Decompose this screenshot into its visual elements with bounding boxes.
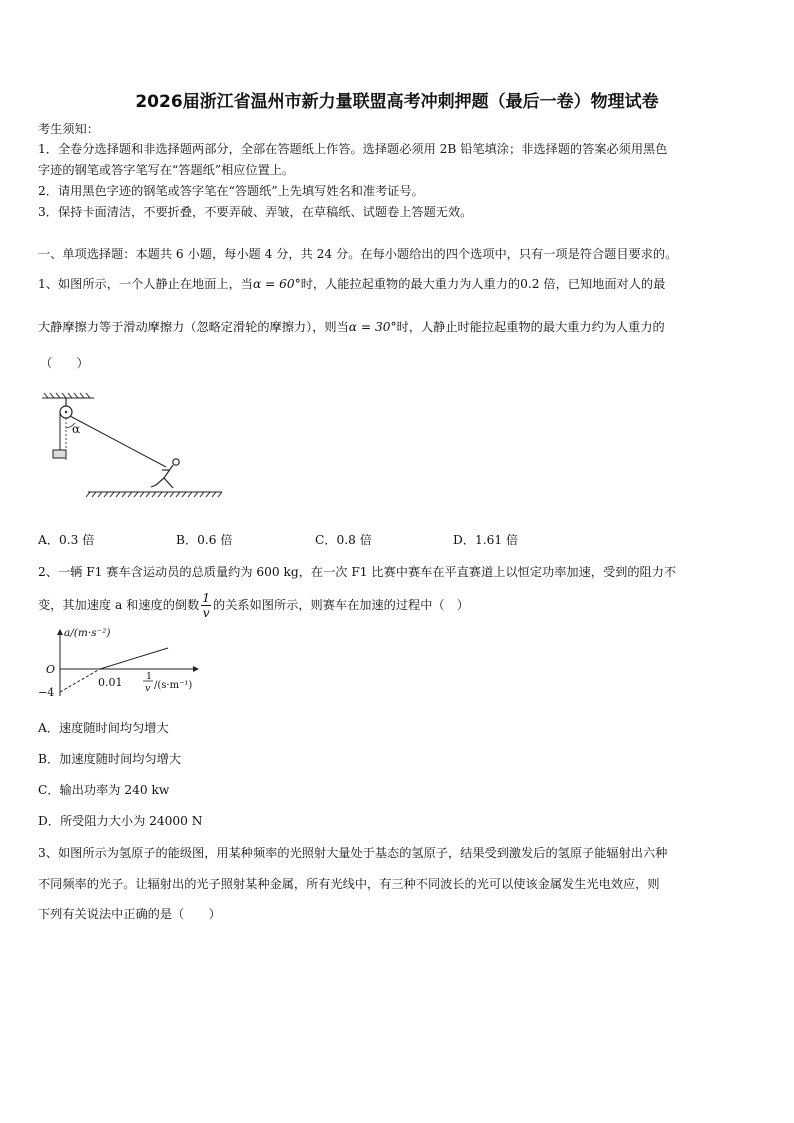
q1-text-1a: 1、如图所示，一个人静止在地面上，当: [38, 277, 253, 291]
alpha-label: α: [72, 422, 81, 436]
q1-line-1: [38, 275, 665, 292]
q1-pulley-figure: [36, 392, 226, 504]
q2-graph: [38, 626, 218, 701]
page-title: 2026届浙江省温州市新力量联盟高考冲刺押题（最后一卷）物理试卷: [135, 92, 659, 112]
x-tick-label: 0.01: [98, 676, 123, 689]
notice-item-2: 2．请用黑色字迹的钢笔或答字笔在“答题纸”上先填写姓名和准考证号。: [38, 184, 424, 198]
q3-line-3: 下列有关说法中正确的是（ ）: [38, 907, 221, 921]
q2-option-a: A．速度随时间均匀增大: [38, 721, 169, 735]
frac-numerator: 1: [202, 591, 211, 605]
notice-item-3: 3．保持卡面清洁，不要折叠，不要弄破、弄皱，在草稿纸、试题卷上答题无效。: [38, 205, 473, 219]
ground-hatch: [86, 492, 222, 497]
q1-angle-30: α = 30°: [348, 320, 397, 334]
q1-text-2b: 时，人静止时能拉起重物的最大重力约为人重力的: [396, 320, 665, 334]
q1-angle-60: α = 60°: [252, 277, 301, 291]
graph-line-dashed: [60, 669, 100, 692]
q1-option-d: D．1.61 倍: [453, 533, 519, 547]
q2-option-b: B．加速度随时间均匀增大: [38, 752, 182, 766]
q3-line-2: 不同频率的光子。让辐射出的光子照射某种金属，所有光线中，有三种不同波长的光可以使该金属发生光电效应，则: [38, 877, 660, 891]
section-heading: 一、单项选择题：本题共 6 小题，每小题 4 分，共 24 分。在每小题给出的四个选项中，只有一项是符合题目要求的。: [38, 247, 678, 261]
q1-line-2: [38, 318, 665, 335]
y-intercept-label: −4: [38, 686, 55, 699]
q2-option-c: C．输出功率为 240 kw: [38, 783, 170, 797]
notice-item-1-line-2: 字迹的钢笔或答字笔写在“答题纸”相应位置上。: [38, 163, 295, 177]
weight-block: [53, 450, 66, 458]
q1-option-c: C．0.8 倍: [315, 533, 372, 547]
y-axis-label: a/(m·s⁻²): [64, 627, 111, 639]
q2-line-1: 2、一辆 F1 赛车含运动员的总质量约为 600 kg，在一次 F1 比赛中赛车在平直赛道上以恒定功率加速，受到的阻力不: [38, 565, 677, 579]
notice-item-1-line-1: 1．全卷分选择题和非选择题两部分，全部在答题纸上作答。选择题必须用 2B 铅笔填涂；非选择题的答案必须用黑色: [38, 142, 668, 156]
q1-text-2a: 大静摩擦力等于滑动摩擦力（忽略定滑轮的摩擦力），则当: [38, 320, 349, 334]
x-axis-label-numerator: 1: [146, 671, 153, 682]
q2-text-2a: 变，其加速度 a 和速度的倒数: [38, 598, 200, 612]
x-axis-label-unit: /(s·m⁻¹): [154, 680, 193, 691]
rope-to-person: [70, 416, 166, 467]
q3-line-1: 3、如图所示为氢原子的能级图，用某种频率的光照射大量处于基态的氢原子，结果受到激发后的氢原子能辐射出六种: [38, 846, 668, 860]
origin-label: O: [46, 663, 56, 676]
ceiling-hatch: [42, 393, 94, 398]
q2-inverse-velocity: [201, 591, 211, 620]
q1-option-a: A．0.3 倍: [38, 533, 95, 547]
notice-heading: 考生须知：: [38, 122, 99, 136]
q2-line-2: [38, 591, 469, 620]
x-axis-label-denominator: v: [145, 683, 151, 694]
person-icon: [151, 459, 179, 488]
q1-text-1b: 时，人能拉起重物的最大重力为人重力的0.2 倍，已知地面对人的最: [300, 277, 666, 291]
frac-denominator: v: [202, 606, 210, 620]
graph-line-solid: [100, 648, 168, 669]
q1-answer-blank: （ ）: [40, 356, 89, 370]
q2-option-d: D．所受阻力大小为 24000 N: [38, 814, 203, 828]
q2-text-2b: 的关系如图所示，则赛车在加速的过程中（ ）: [213, 598, 469, 612]
q1-option-b: B．0.6 倍: [176, 533, 233, 547]
